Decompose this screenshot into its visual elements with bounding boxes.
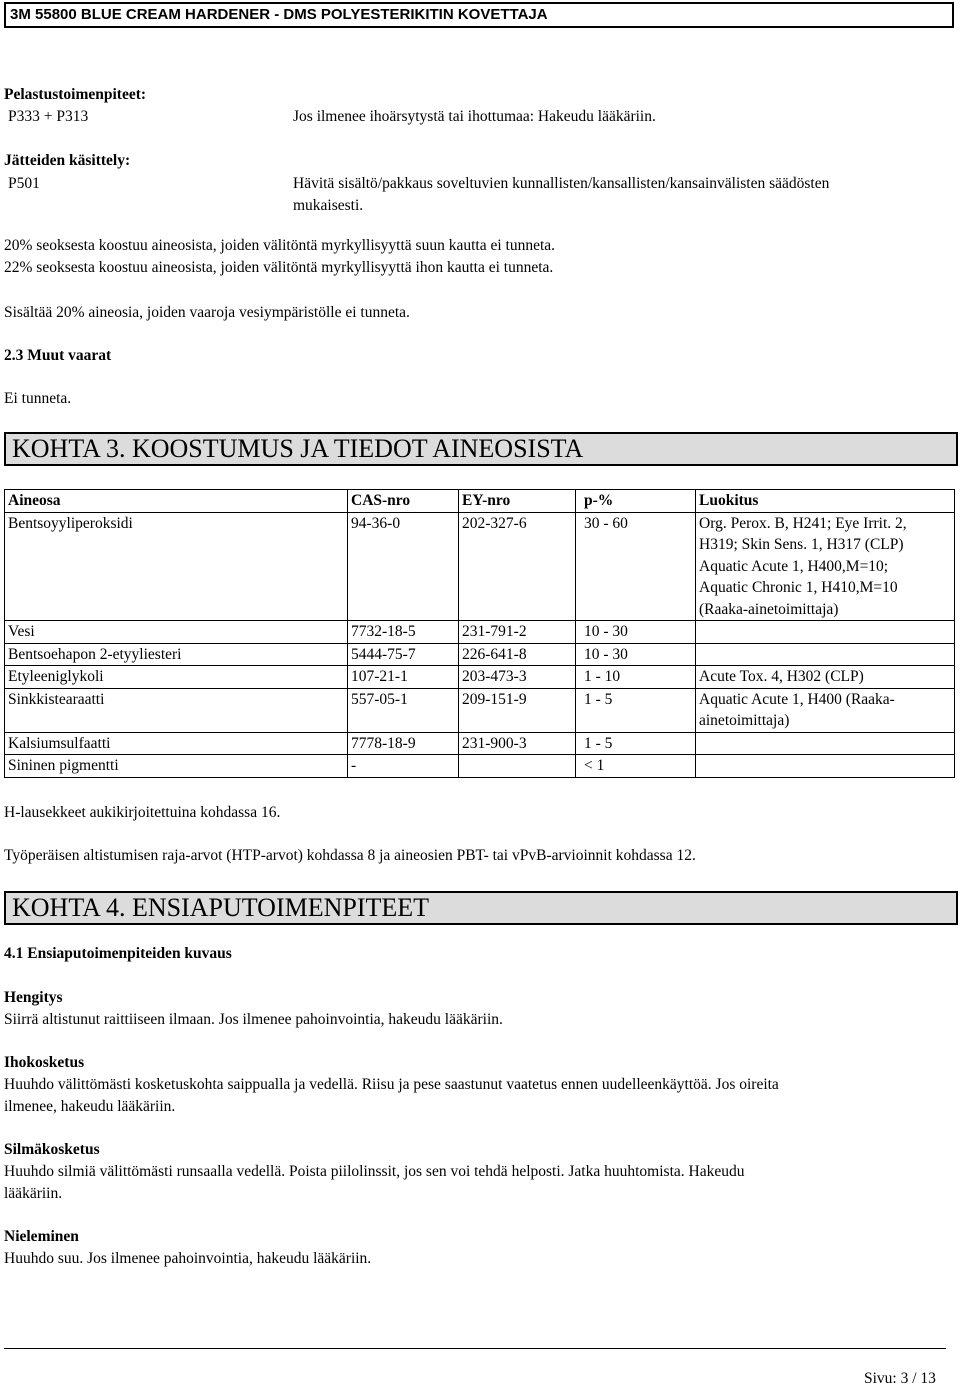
cell-percent: 1 - 5 [576,688,696,732]
toxicity-oral: 20% seoksesta koostuu aineosista, joiden välitöntä myrkyllisyyttä suun kautta ei tunneta. [4,237,556,254]
cell-component: Sininen pigmentti [5,755,348,778]
cell-component: Sinkkistearaatti [5,688,348,732]
response-code: P333 + P313 [8,108,89,125]
skin-contact-line1: Huuhdo välittömästi kosketuskohta saippualla ja vedellä. Riisu ja pese saastunut vaatetus ennen uudelleenkäyttöä. Jos oireita [4,1076,779,1093]
response-heading: Pelastustoimenpiteet: [4,86,147,103]
disposal-code: P501 [8,175,40,192]
table-row [5,732,955,755]
footer-divider [4,1348,946,1349]
cell-percent: < 1 [576,755,696,778]
cell-component: Bentsoehapon 2-etyyliesteri [5,643,348,666]
table-row [5,666,955,689]
eye-contact-line1: Huuhdo silmiä välittömästi runsaalla vedellä. Poista piilolinssit, jos sen voi tehdä helposti. Jatka huuhtomista. Hakeudu [4,1163,745,1180]
first-aid-subheading: 4.1 Ensiaputoimenpiteiden kuvaus [4,945,232,962]
cell-classification [696,688,955,732]
cell-classification [696,666,955,689]
cell-ec: 231-791-2 [459,621,576,644]
cell-percent: 10 - 30 [576,643,696,666]
cell-percent: 30 - 60 [576,512,696,621]
ingestion-heading: Nieleminen [4,1228,79,1245]
cell-percent: 1 - 5 [576,732,696,755]
h-statements-note: H-lausekkeet aukikirjoitettuina kohdassa 16. [4,804,281,821]
cell-classification [696,755,955,778]
table-row [5,643,955,666]
document-header [4,2,954,28]
inhalation-heading: Hengitys [4,989,63,1006]
table-header-row [5,490,955,513]
classification-line: H319; Skin Sens. 1, H317 (CLP) [699,536,904,553]
cell-cas: - [348,755,459,778]
skin-contact-line2: ilmenee, hakeudu lääkäriin. [4,1098,176,1115]
eye-contact-line2: lääkäriin. [4,1185,63,1202]
column-header-component: Aineosa [5,490,348,513]
table-row [5,512,955,621]
column-header-ec: EY-nro [459,490,576,513]
classification-line: Aquatic Chronic 1, H410,M=10 [699,579,898,596]
cell-classification [696,621,955,644]
cell-percent: 1 - 10 [576,666,696,689]
cell-cas: 5444-75-7 [348,643,459,666]
classification-line: Aquatic Acute 1, H400,M=10; [699,557,889,575]
disposal-text-line1: Hävitä sisältö/pakkaus soveltuvien kunnallisten/kansallisten/kansainvälisten säädösten [293,175,830,192]
cell-ec: 226-641-8 [459,643,576,666]
cell-classification [696,732,955,755]
section-4-title: KOHTA 4. ENSIAPUTOIMENPITEET [4,891,958,925]
ingestion-text: Huuhdo suu. Jos ilmenee pahoinvointia, hakeudu lääkäriin. [4,1250,372,1267]
inhalation-text: Siirrä altistunut raittiiseen ilmaan. Jos ilmenee pahoinvointia, hakeudu lääkäriin. [4,1011,503,1028]
cell-component: Bentsoyyliperoksidi [5,512,348,621]
column-header-percent: p-% [576,490,696,513]
other-hazards-text: Ei tunneta. [4,390,72,407]
classification-line: (Raaka-ainetoimittaja) [699,600,839,618]
table-row [5,688,955,732]
column-header-cas: CAS-nro [348,490,459,513]
cell-cas: 7732-18-5 [348,621,459,644]
cell-component: Kalsiumsulfaatti [5,732,348,755]
table-row [5,755,955,778]
cell-ec [459,755,576,778]
cell-cas: 107-21-1 [348,666,459,689]
document-title: 3M 55800 BLUE CREAM HARDENER - DMS POLYESTERIKITIN KOVETTAJA [10,6,548,23]
cell-ec: 202-327-6 [459,512,576,621]
cell-classification [696,512,955,621]
cell-cas: 7778-18-9 [348,732,459,755]
disposal-text-line2: mukaisesti. [293,197,364,214]
response-text: Jos ilmenee ihoärsytystä tai ihottumaa: Hakeudu lääkäriin. [293,108,656,125]
cell-percent: 10 - 30 [576,621,696,644]
column-header-classification: Luokitus [696,490,955,513]
cell-classification [696,643,955,666]
section-3-title: KOHTA 3. KOOSTUMUS JA TIEDOT AINEOSISTA [4,432,958,466]
cell-component: Vesi [5,621,348,644]
skin-contact-heading: Ihokosketus [4,1054,85,1071]
other-hazards-heading: 2.3 Muut vaarat [4,347,112,364]
environment-statement: Sisältää 20% aineosia, joiden vaaroja vesiympäristölle ei tunneta. [4,304,410,321]
exposure-limits-note: Työperäisen altistumisen raja-arvot (HTP-arvot) kohdassa 8 ja aineosien PBT- tai vPvB-arvioinnit kohdassa 12. [4,847,696,864]
composition-table [4,489,955,778]
classification-line: Aquatic Acute 1, H400 (Raaka- [699,690,895,708]
classification-line: Acute Tox. 4, H302 (CLP) [699,668,864,685]
table-row [5,621,955,644]
cell-ec: 209-151-9 [459,688,576,732]
classification-line: Org. Perox. B, H241; Eye Irrit. 2, [699,514,907,532]
disposal-heading: Jätteiden käsittely: [4,152,131,169]
cell-cas: 557-05-1 [348,688,459,732]
cell-component: Etyleeniglykoli [5,666,348,689]
cell-ec: 203-473-3 [459,666,576,689]
eye-contact-heading: Silmäkosketus [4,1141,100,1158]
toxicity-dermal: 22% seoksesta koostuu aineosista, joiden välitöntä myrkyllisyyttä ihon kautta ei tunneta. [4,259,554,276]
cell-cas: 94-36-0 [348,512,459,621]
classification-line: ainetoimittaja) [699,712,790,729]
cell-ec: 231-900-3 [459,732,576,755]
page-number: Sivu: 3 / 13 [864,1370,936,1387]
